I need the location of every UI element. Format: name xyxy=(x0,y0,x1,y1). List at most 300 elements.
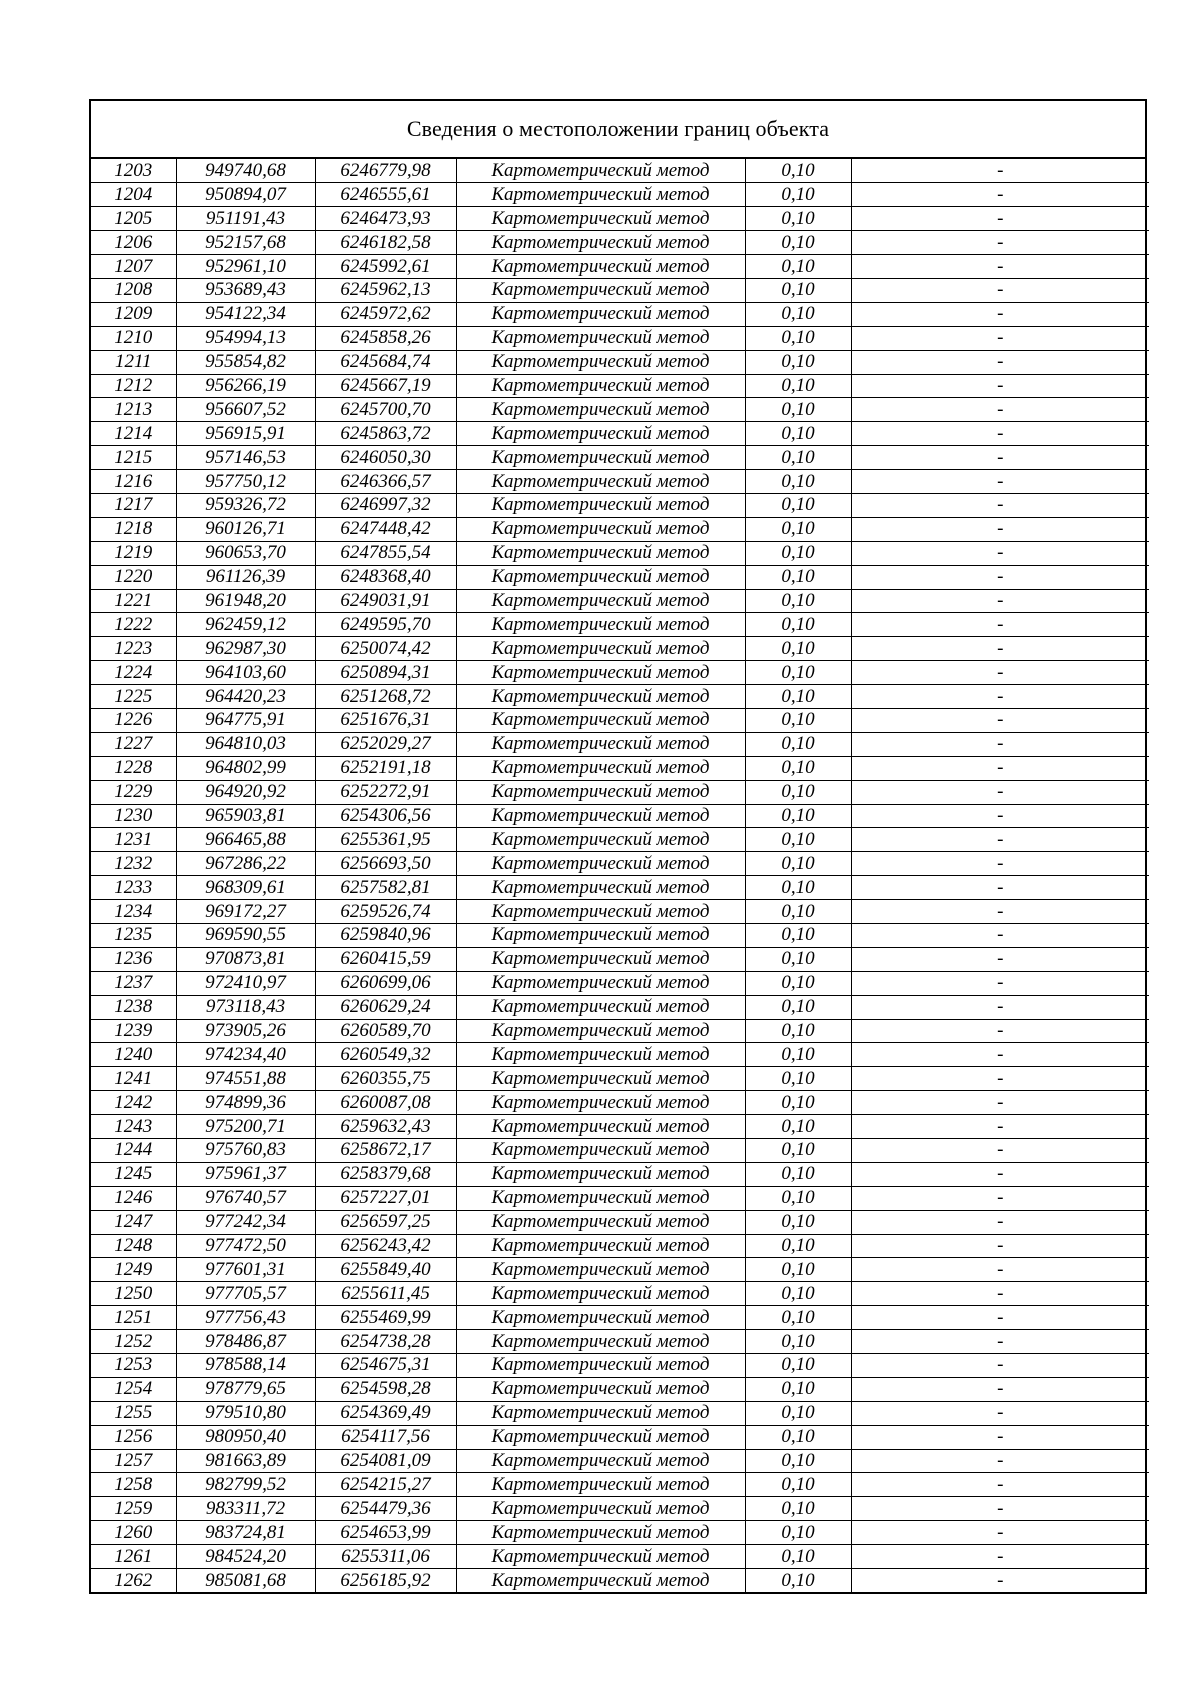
accuracy-cell: 0,10 xyxy=(745,1569,851,1593)
description-cell: - xyxy=(851,876,1149,900)
accuracy-cell: 0,10 xyxy=(745,995,851,1019)
point-number-cell: 1258 xyxy=(91,1473,176,1497)
point-number-cell: 1222 xyxy=(91,613,176,637)
y-coordinate-cell: 6254675,31 xyxy=(315,1354,456,1378)
accuracy-cell: 0,10 xyxy=(745,302,851,326)
y-coordinate-cell: 6252272,91 xyxy=(315,780,456,804)
method-cell: Картометрический метод xyxy=(456,1186,745,1210)
method-cell: Картометрический метод xyxy=(456,231,745,255)
point-number-cell: 1247 xyxy=(91,1210,176,1234)
description-cell: - xyxy=(851,1401,1149,1425)
description-cell: - xyxy=(851,1258,1149,1282)
method-cell: Картометрический метод xyxy=(456,1043,745,1067)
y-coordinate-cell: 6257227,01 xyxy=(315,1186,456,1210)
table-row xyxy=(91,804,1149,828)
point-number-cell: 1259 xyxy=(91,1497,176,1521)
method-cell: Картометрический метод xyxy=(456,374,745,398)
accuracy-cell: 0,10 xyxy=(745,1521,851,1545)
description-cell: - xyxy=(851,255,1149,279)
y-coordinate-cell: 6255611,45 xyxy=(315,1282,456,1306)
point-number-cell: 1225 xyxy=(91,685,176,709)
accuracy-cell: 0,10 xyxy=(745,1067,851,1091)
method-cell: Картометрический метод xyxy=(456,1545,745,1569)
method-cell: Картометрический метод xyxy=(456,159,745,183)
method-cell: Картометрический метод xyxy=(456,995,745,1019)
x-coordinate-cell: 969590,55 xyxy=(176,924,315,948)
x-coordinate-cell: 959326,72 xyxy=(176,493,315,517)
y-coordinate-cell: 6249595,70 xyxy=(315,613,456,637)
description-cell: - xyxy=(851,207,1149,231)
y-coordinate-cell: 6245700,70 xyxy=(315,398,456,422)
point-number-cell: 1206 xyxy=(91,231,176,255)
table-row xyxy=(91,1067,1149,1091)
point-number-cell: 1213 xyxy=(91,398,176,422)
accuracy-cell: 0,10 xyxy=(745,1330,851,1354)
accuracy-cell: 0,10 xyxy=(745,1401,851,1425)
method-cell: Картометрический метод xyxy=(456,1473,745,1497)
method-cell: Картометрический метод xyxy=(456,183,745,207)
description-cell: - xyxy=(851,1043,1149,1067)
description-cell: - xyxy=(851,398,1149,422)
y-coordinate-cell: 6245863,72 xyxy=(315,422,456,446)
y-coordinate-cell: 6245962,13 xyxy=(315,278,456,302)
description-cell: - xyxy=(851,1330,1149,1354)
accuracy-cell: 0,10 xyxy=(745,398,851,422)
y-coordinate-cell: 6254081,09 xyxy=(315,1449,456,1473)
description-cell: - xyxy=(851,661,1149,685)
point-number-cell: 1224 xyxy=(91,661,176,685)
description-cell: - xyxy=(851,1521,1149,1545)
table-row xyxy=(91,1139,1149,1163)
point-number-cell: 1212 xyxy=(91,374,176,398)
x-coordinate-cell: 978486,87 xyxy=(176,1330,315,1354)
x-coordinate-cell: 960653,70 xyxy=(176,541,315,565)
method-cell: Картометрический метод xyxy=(456,255,745,279)
description-cell: - xyxy=(851,470,1149,494)
accuracy-cell: 0,10 xyxy=(745,1162,851,1186)
point-number-cell: 1254 xyxy=(91,1377,176,1401)
point-number-cell: 1214 xyxy=(91,422,176,446)
point-number-cell: 1261 xyxy=(91,1545,176,1569)
method-cell: Картометрический метод xyxy=(456,589,745,613)
method-cell: Картометрический метод xyxy=(456,1330,745,1354)
description-cell: - xyxy=(851,1377,1149,1401)
y-coordinate-cell: 6260699,06 xyxy=(315,971,456,995)
table-row xyxy=(91,1401,1149,1425)
x-coordinate-cell: 985081,68 xyxy=(176,1569,315,1593)
table-row xyxy=(91,828,1149,852)
accuracy-cell: 0,10 xyxy=(745,470,851,494)
accuracy-cell: 0,10 xyxy=(745,493,851,517)
accuracy-cell: 0,10 xyxy=(745,1186,851,1210)
table-row xyxy=(91,470,1149,494)
point-number-cell: 1220 xyxy=(91,565,176,589)
accuracy-cell: 0,10 xyxy=(745,1425,851,1449)
table-row xyxy=(91,780,1149,804)
point-number-cell: 1249 xyxy=(91,1258,176,1282)
table-row xyxy=(91,1521,1149,1545)
y-coordinate-cell: 6254653,99 xyxy=(315,1521,456,1545)
x-coordinate-cell: 957750,12 xyxy=(176,470,315,494)
method-cell: Картометрический метод xyxy=(456,661,745,685)
method-cell: Картометрический метод xyxy=(456,1425,745,1449)
description-cell: - xyxy=(851,900,1149,924)
table-row xyxy=(91,1306,1149,1330)
accuracy-cell: 0,10 xyxy=(745,780,851,804)
method-cell: Картометрический метод xyxy=(456,804,745,828)
x-coordinate-cell: 951191,43 xyxy=(176,207,315,231)
method-cell: Картометрический метод xyxy=(456,350,745,374)
table-row xyxy=(91,565,1149,589)
x-coordinate-cell: 962459,12 xyxy=(176,613,315,637)
method-cell: Картометрический метод xyxy=(456,756,745,780)
description-cell: - xyxy=(851,183,1149,207)
method-cell: Картометрический метод xyxy=(456,207,745,231)
x-coordinate-cell: 950894,07 xyxy=(176,183,315,207)
accuracy-cell: 0,10 xyxy=(745,541,851,565)
y-coordinate-cell: 6250894,31 xyxy=(315,661,456,685)
method-cell: Картометрический метод xyxy=(456,1115,745,1139)
accuracy-cell: 0,10 xyxy=(745,207,851,231)
y-coordinate-cell: 6260415,59 xyxy=(315,947,456,971)
x-coordinate-cell: 964802,99 xyxy=(176,756,315,780)
table-row xyxy=(91,183,1149,207)
accuracy-cell: 0,10 xyxy=(745,1043,851,1067)
table-row xyxy=(91,1497,1149,1521)
description-cell: - xyxy=(851,589,1149,613)
point-number-cell: 1256 xyxy=(91,1425,176,1449)
y-coordinate-cell: 6254306,56 xyxy=(315,804,456,828)
point-number-cell: 1217 xyxy=(91,493,176,517)
point-number-cell: 1228 xyxy=(91,756,176,780)
method-cell: Картометрический метод xyxy=(456,398,745,422)
y-coordinate-cell: 6260629,24 xyxy=(315,995,456,1019)
description-cell: - xyxy=(851,1569,1149,1593)
method-cell: Картометрический метод xyxy=(456,302,745,326)
y-coordinate-cell: 6252191,18 xyxy=(315,756,456,780)
method-cell: Картометрический метод xyxy=(456,493,745,517)
description-cell: - xyxy=(851,971,1149,995)
x-coordinate-cell: 955854,82 xyxy=(176,350,315,374)
x-coordinate-cell: 978779,65 xyxy=(176,1377,315,1401)
method-cell: Картометрический метод xyxy=(456,1377,745,1401)
y-coordinate-cell: 6256243,42 xyxy=(315,1234,456,1258)
method-cell: Картометрический метод xyxy=(456,1569,745,1593)
x-coordinate-cell: 964775,91 xyxy=(176,708,315,732)
accuracy-cell: 0,10 xyxy=(745,1306,851,1330)
y-coordinate-cell: 6254598,28 xyxy=(315,1377,456,1401)
accuracy-cell: 0,10 xyxy=(745,1091,851,1115)
point-number-cell: 1226 xyxy=(91,708,176,732)
description-cell: - xyxy=(851,995,1149,1019)
point-number-cell: 1209 xyxy=(91,302,176,326)
x-coordinate-cell: 965903,81 xyxy=(176,804,315,828)
accuracy-cell: 0,10 xyxy=(745,1210,851,1234)
x-coordinate-cell: 977756,43 xyxy=(176,1306,315,1330)
method-cell: Картометрический метод xyxy=(456,1162,745,1186)
accuracy-cell: 0,10 xyxy=(745,278,851,302)
point-number-cell: 1205 xyxy=(91,207,176,231)
method-cell: Картометрический метод xyxy=(456,685,745,709)
y-coordinate-cell: 6249031,91 xyxy=(315,589,456,613)
point-number-cell: 1204 xyxy=(91,183,176,207)
method-cell: Картометрический метод xyxy=(456,517,745,541)
x-coordinate-cell: 974899,36 xyxy=(176,1091,315,1115)
point-number-cell: 1231 xyxy=(91,828,176,852)
y-coordinate-cell: 6252029,27 xyxy=(315,732,456,756)
table-row xyxy=(91,1282,1149,1306)
description-cell: - xyxy=(851,637,1149,661)
method-cell: Картометрический метод xyxy=(456,1210,745,1234)
x-coordinate-cell: 967286,22 xyxy=(176,852,315,876)
x-coordinate-cell: 975200,71 xyxy=(176,1115,315,1139)
description-cell: - xyxy=(851,1425,1149,1449)
point-number-cell: 1243 xyxy=(91,1115,176,1139)
table-row xyxy=(91,971,1149,995)
description-cell: - xyxy=(851,1210,1149,1234)
description-cell: - xyxy=(851,1449,1149,1473)
description-cell: - xyxy=(851,302,1149,326)
table-row xyxy=(91,159,1149,183)
table-row xyxy=(91,1449,1149,1473)
x-coordinate-cell: 983724,81 xyxy=(176,1521,315,1545)
table-row xyxy=(91,1258,1149,1282)
y-coordinate-cell: 6245992,61 xyxy=(315,255,456,279)
x-coordinate-cell: 979510,80 xyxy=(176,1401,315,1425)
accuracy-cell: 0,10 xyxy=(745,350,851,374)
table-row xyxy=(91,278,1149,302)
x-coordinate-cell: 977472,50 xyxy=(176,1234,315,1258)
description-cell: - xyxy=(851,1234,1149,1258)
accuracy-cell: 0,10 xyxy=(745,422,851,446)
method-cell: Картометрический метод xyxy=(456,1354,745,1378)
table-row xyxy=(91,350,1149,374)
method-cell: Картометрический метод xyxy=(456,924,745,948)
description-cell: - xyxy=(851,732,1149,756)
y-coordinate-cell: 6256597,25 xyxy=(315,1210,456,1234)
y-coordinate-cell: 6259632,43 xyxy=(315,1115,456,1139)
table-row xyxy=(91,422,1149,446)
accuracy-cell: 0,10 xyxy=(745,374,851,398)
table-row xyxy=(91,541,1149,565)
y-coordinate-cell: 6245667,19 xyxy=(315,374,456,398)
coordinates-table-body xyxy=(91,159,1149,1592)
x-coordinate-cell: 954994,13 xyxy=(176,326,315,350)
method-cell: Картометрический метод xyxy=(456,565,745,589)
table-row xyxy=(91,1043,1149,1067)
description-cell: - xyxy=(851,1545,1149,1569)
x-coordinate-cell: 976740,57 xyxy=(176,1186,315,1210)
y-coordinate-cell: 6246473,93 xyxy=(315,207,456,231)
point-number-cell: 1215 xyxy=(91,446,176,470)
description-cell: - xyxy=(851,1115,1149,1139)
accuracy-cell: 0,10 xyxy=(745,852,851,876)
table-row xyxy=(91,231,1149,255)
point-number-cell: 1203 xyxy=(91,159,176,183)
table-row xyxy=(91,924,1149,948)
y-coordinate-cell: 6255311,06 xyxy=(315,1545,456,1569)
y-coordinate-cell: 6247448,42 xyxy=(315,517,456,541)
accuracy-cell: 0,10 xyxy=(745,708,851,732)
description-cell: - xyxy=(851,493,1149,517)
description-cell: - xyxy=(851,350,1149,374)
y-coordinate-cell: 6260549,32 xyxy=(315,1043,456,1067)
accuracy-cell: 0,10 xyxy=(745,1234,851,1258)
accuracy-cell: 0,10 xyxy=(745,613,851,637)
x-coordinate-cell: 962987,30 xyxy=(176,637,315,661)
point-number-cell: 1260 xyxy=(91,1521,176,1545)
description-cell: - xyxy=(851,446,1149,470)
method-cell: Картометрический метод xyxy=(456,637,745,661)
x-coordinate-cell: 960126,71 xyxy=(176,517,315,541)
y-coordinate-cell: 6258379,68 xyxy=(315,1162,456,1186)
point-number-cell: 1232 xyxy=(91,852,176,876)
accuracy-cell: 0,10 xyxy=(745,1377,851,1401)
point-number-cell: 1237 xyxy=(91,971,176,995)
accuracy-cell: 0,10 xyxy=(745,255,851,279)
table-row xyxy=(91,661,1149,685)
point-number-cell: 1230 xyxy=(91,804,176,828)
x-coordinate-cell: 966465,88 xyxy=(176,828,315,852)
x-coordinate-cell: 956915,91 xyxy=(176,422,315,446)
y-coordinate-cell: 6260589,70 xyxy=(315,1019,456,1043)
x-coordinate-cell: 961126,39 xyxy=(176,565,315,589)
x-coordinate-cell: 952961,10 xyxy=(176,255,315,279)
description-cell: - xyxy=(851,780,1149,804)
accuracy-cell: 0,10 xyxy=(745,804,851,828)
method-cell: Картометрический метод xyxy=(456,876,745,900)
x-coordinate-cell: 972410,97 xyxy=(176,971,315,995)
method-cell: Картометрический метод xyxy=(456,971,745,995)
accuracy-cell: 0,10 xyxy=(745,231,851,255)
table-row xyxy=(91,876,1149,900)
table-row xyxy=(91,326,1149,350)
point-number-cell: 1218 xyxy=(91,517,176,541)
description-cell: - xyxy=(851,1354,1149,1378)
y-coordinate-cell: 6245858,26 xyxy=(315,326,456,350)
y-coordinate-cell: 6255849,40 xyxy=(315,1258,456,1282)
method-cell: Картометрический метод xyxy=(456,828,745,852)
method-cell: Картометрический метод xyxy=(456,470,745,494)
point-number-cell: 1246 xyxy=(91,1186,176,1210)
description-cell: - xyxy=(851,924,1149,948)
point-number-cell: 1223 xyxy=(91,637,176,661)
table-row xyxy=(91,1210,1149,1234)
point-number-cell: 1251 xyxy=(91,1306,176,1330)
point-number-cell: 1238 xyxy=(91,995,176,1019)
method-cell: Картометрический метод xyxy=(456,1139,745,1163)
description-cell: - xyxy=(851,1067,1149,1091)
x-coordinate-cell: 964920,92 xyxy=(176,780,315,804)
method-cell: Картометрический метод xyxy=(456,900,745,924)
method-cell: Картометрический метод xyxy=(456,708,745,732)
point-number-cell: 1250 xyxy=(91,1282,176,1306)
point-number-cell: 1248 xyxy=(91,1234,176,1258)
description-cell: - xyxy=(851,1282,1149,1306)
x-coordinate-cell: 953689,43 xyxy=(176,278,315,302)
description-cell: - xyxy=(851,613,1149,637)
description-cell: - xyxy=(851,541,1149,565)
table-row xyxy=(91,398,1149,422)
x-coordinate-cell: 977705,57 xyxy=(176,1282,315,1306)
method-cell: Картометрический метод xyxy=(456,1306,745,1330)
table-row xyxy=(91,207,1149,231)
accuracy-cell: 0,10 xyxy=(745,589,851,613)
description-cell: - xyxy=(851,947,1149,971)
accuracy-cell: 0,10 xyxy=(745,971,851,995)
point-number-cell: 1210 xyxy=(91,326,176,350)
point-number-cell: 1245 xyxy=(91,1162,176,1186)
table-row xyxy=(91,685,1149,709)
y-coordinate-cell: 6254117,56 xyxy=(315,1425,456,1449)
point-number-cell: 1255 xyxy=(91,1401,176,1425)
x-coordinate-cell: 975760,83 xyxy=(176,1139,315,1163)
y-coordinate-cell: 6254215,27 xyxy=(315,1473,456,1497)
table-row xyxy=(91,1425,1149,1449)
point-number-cell: 1262 xyxy=(91,1569,176,1593)
accuracy-cell: 0,10 xyxy=(745,1497,851,1521)
x-coordinate-cell: 978588,14 xyxy=(176,1354,315,1378)
point-number-cell: 1234 xyxy=(91,900,176,924)
method-cell: Картометрический метод xyxy=(456,541,745,565)
method-cell: Картометрический метод xyxy=(456,1258,745,1282)
y-coordinate-cell: 6246050,30 xyxy=(315,446,456,470)
description-cell: - xyxy=(851,422,1149,446)
table-row xyxy=(91,1330,1149,1354)
x-coordinate-cell: 977242,34 xyxy=(176,1210,315,1234)
coordinates-table xyxy=(91,159,1149,1592)
description-cell: - xyxy=(851,1186,1149,1210)
x-coordinate-cell: 956607,52 xyxy=(176,398,315,422)
accuracy-cell: 0,10 xyxy=(745,159,851,183)
accuracy-cell: 0,10 xyxy=(745,1473,851,1497)
x-coordinate-cell: 981663,89 xyxy=(176,1449,315,1473)
accuracy-cell: 0,10 xyxy=(745,1282,851,1306)
y-coordinate-cell: 6256693,50 xyxy=(315,852,456,876)
description-cell: - xyxy=(851,1139,1149,1163)
y-coordinate-cell: 6254479,36 xyxy=(315,1497,456,1521)
y-coordinate-cell: 6246182,58 xyxy=(315,231,456,255)
method-cell: Картометрический метод xyxy=(456,1091,745,1115)
x-coordinate-cell: 956266,19 xyxy=(176,374,315,398)
description-cell: - xyxy=(851,231,1149,255)
accuracy-cell: 0,10 xyxy=(745,517,851,541)
accuracy-cell: 0,10 xyxy=(745,947,851,971)
x-coordinate-cell: 974551,88 xyxy=(176,1067,315,1091)
y-coordinate-cell: 6256185,92 xyxy=(315,1569,456,1593)
point-number-cell: 1253 xyxy=(91,1354,176,1378)
y-coordinate-cell: 6245972,62 xyxy=(315,302,456,326)
table-row xyxy=(91,1019,1149,1043)
accuracy-cell: 0,10 xyxy=(745,732,851,756)
accuracy-cell: 0,10 xyxy=(745,1449,851,1473)
table-row xyxy=(91,756,1149,780)
table-row xyxy=(91,446,1149,470)
accuracy-cell: 0,10 xyxy=(745,183,851,207)
method-cell: Картометрический метод xyxy=(456,1449,745,1473)
x-coordinate-cell: 969172,27 xyxy=(176,900,315,924)
method-cell: Картометрический метод xyxy=(456,780,745,804)
point-number-cell: 1233 xyxy=(91,876,176,900)
x-coordinate-cell: 952157,68 xyxy=(176,231,315,255)
accuracy-cell: 0,10 xyxy=(745,565,851,589)
x-coordinate-cell: 964810,03 xyxy=(176,732,315,756)
method-cell: Картометрический метод xyxy=(456,1401,745,1425)
accuracy-cell: 0,10 xyxy=(745,637,851,661)
point-number-cell: 1239 xyxy=(91,1019,176,1043)
table-title: Сведения о местоположении границ объекта xyxy=(91,101,1145,159)
point-number-cell: 1207 xyxy=(91,255,176,279)
